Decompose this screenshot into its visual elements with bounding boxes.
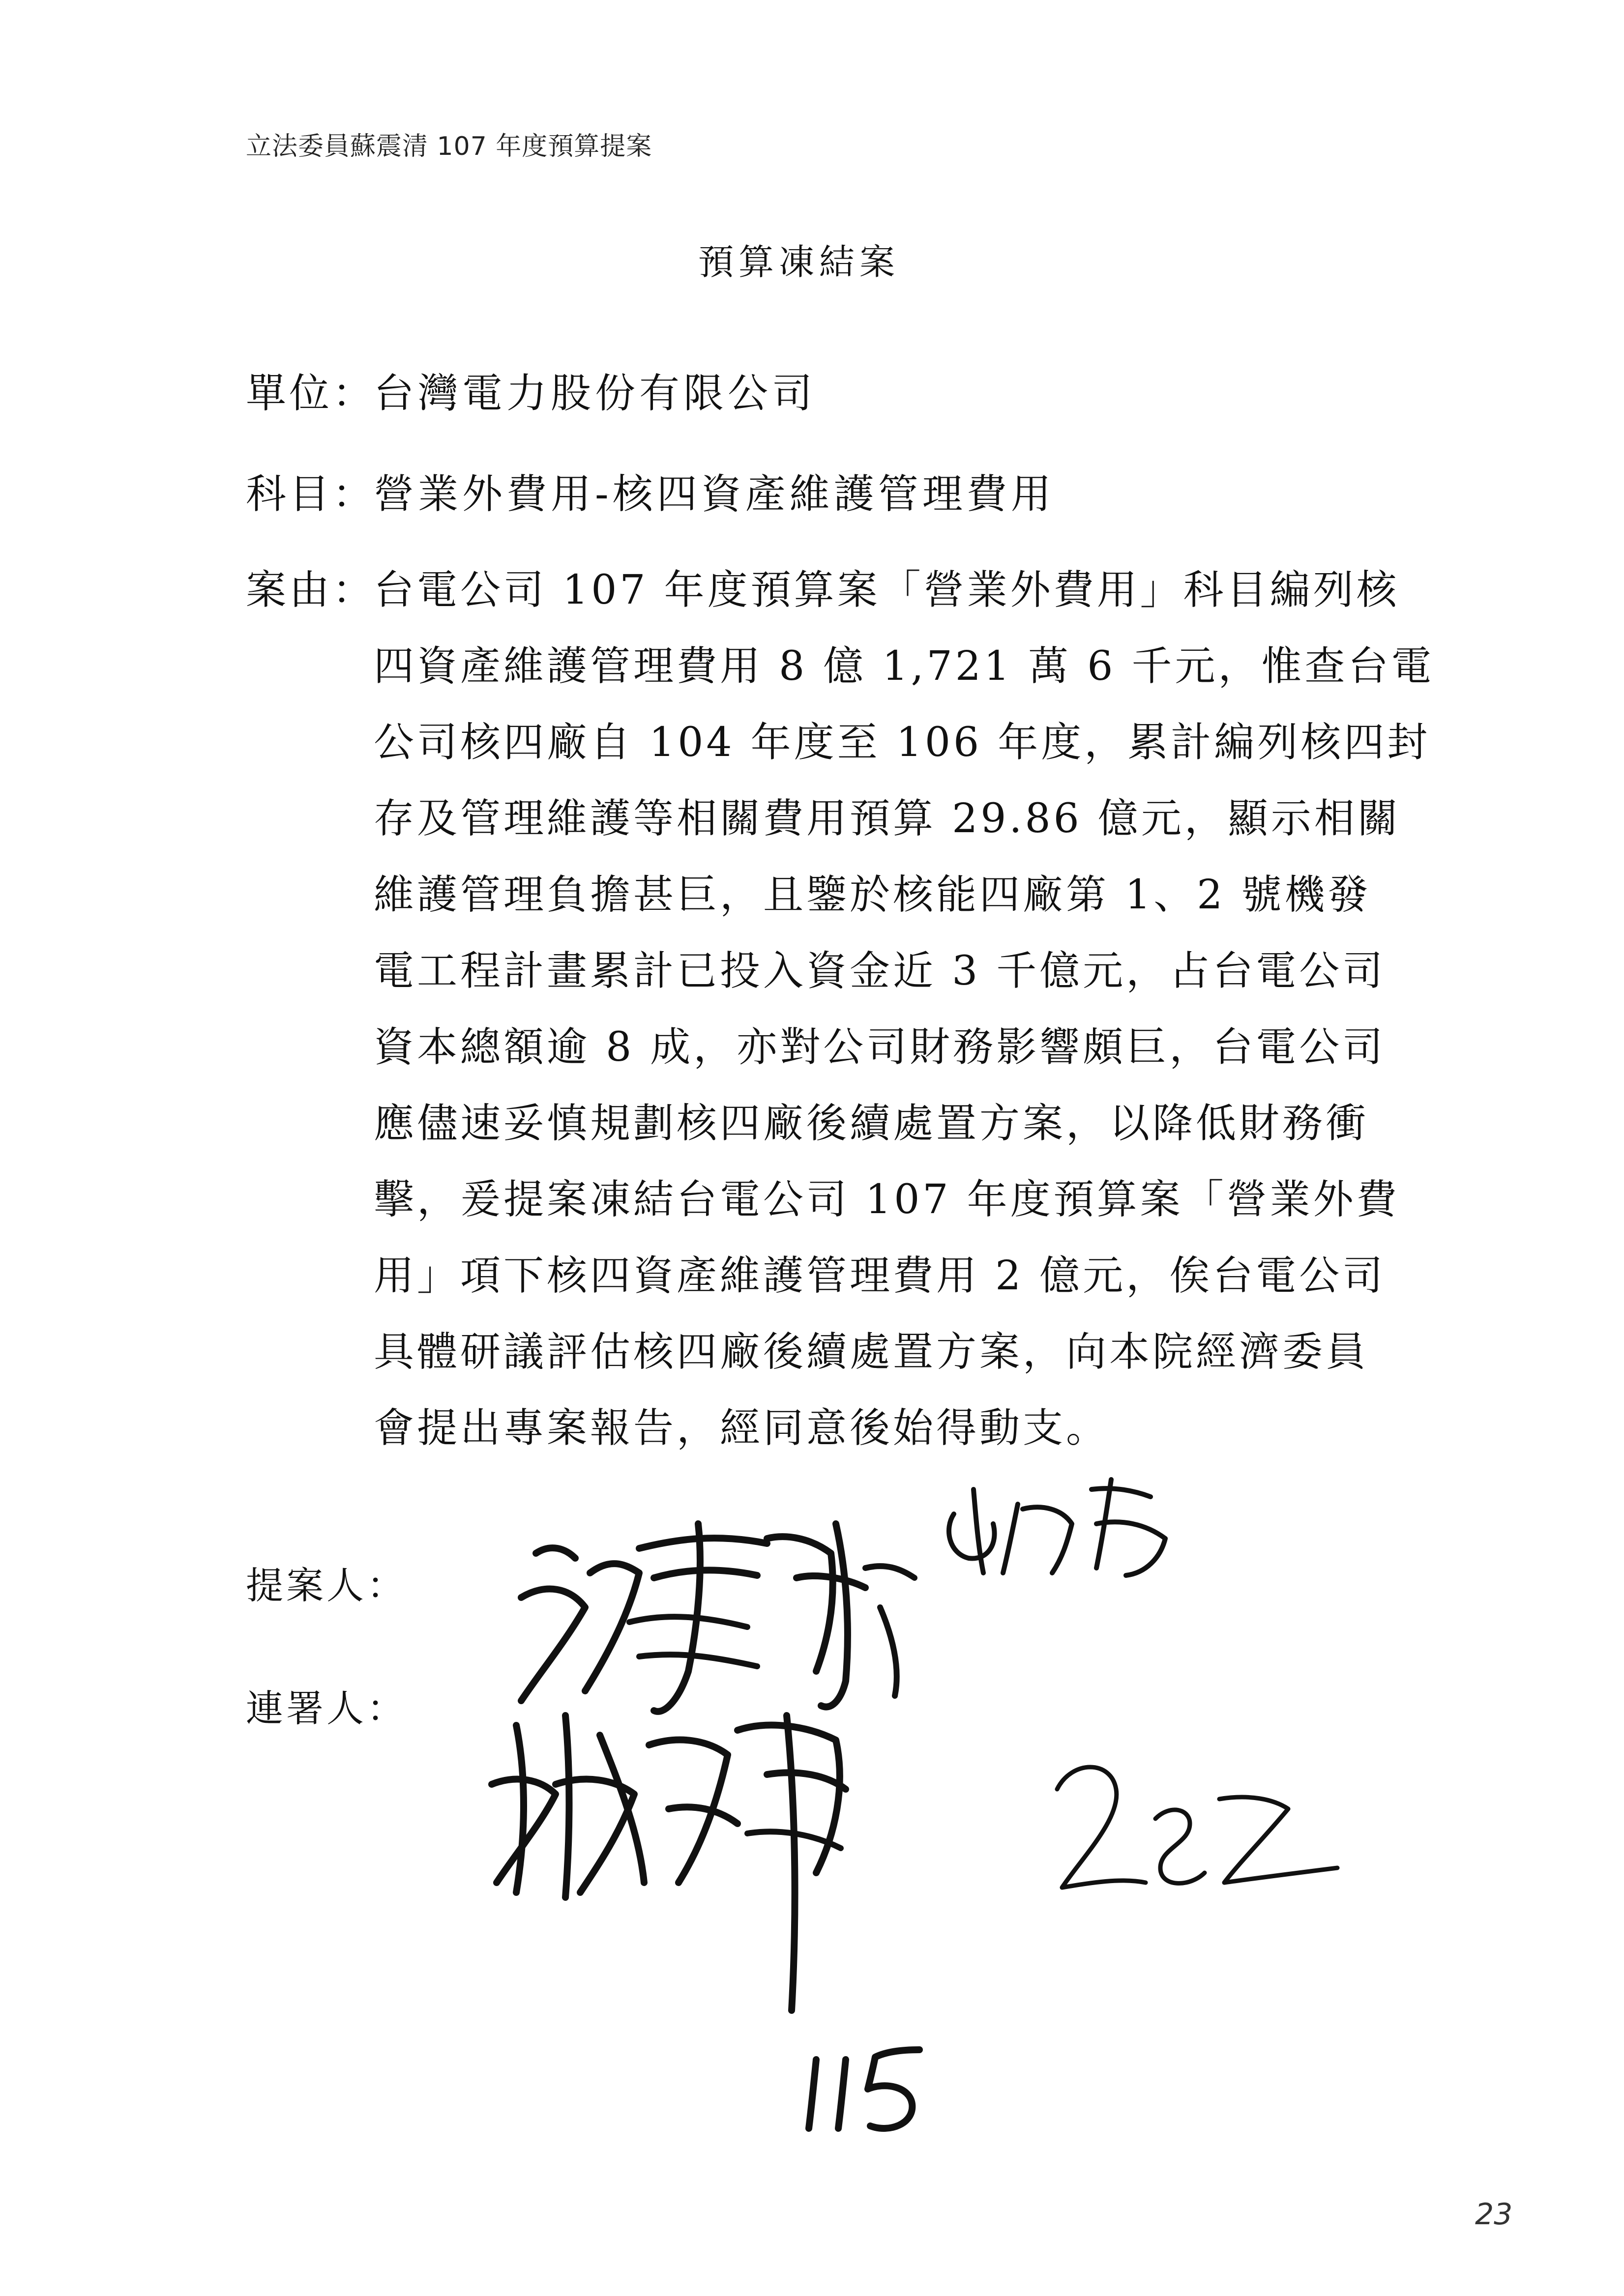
- unit-value: 台灣電力股份有限公司: [374, 370, 817, 417]
- reason-line: 具體研議評估核四廠後續處置方案，向本院經濟委員: [374, 1329, 1369, 1375]
- reason-label: 案由：: [246, 567, 376, 613]
- proposer-label: 提案人：: [246, 1564, 407, 1607]
- cosigner-signature-right: [1042, 1750, 1347, 1907]
- reason-line: 公司核四廠自 104 年度至 106 年度，累計編列核四封: [374, 719, 1431, 766]
- corner-page-mark: 23: [1475, 2197, 1513, 2232]
- reason-line: 用」項下核四資產維護管理費用 2 億元，俟台電公司: [374, 1252, 1386, 1299]
- reason-line: 維護管理負擔甚巨，且鑒於核能四廠第 1、2 號機發: [374, 872, 1371, 918]
- document-header: 立法委員蘇震清 107 年度預算提案: [246, 132, 652, 161]
- reason-line: 電工程計畫累計已投入資金近 3 千億元，占台電公司: [374, 948, 1386, 994]
- reason-line: 四資產維護管理費用 8 億 1,721 萬 6 千元，惟查台電: [374, 643, 1435, 690]
- cosigner-signature-upper: [934, 1470, 1190, 1588]
- reason-line: 資本總額逾 8 成，亦對公司財務影響頗巨，台電公司: [374, 1024, 1386, 1071]
- subject-label: 科目：: [246, 471, 376, 518]
- subject-value: 營業外費用-核四資產維護管理費用: [374, 471, 1055, 518]
- handwritten-page-number: [787, 2040, 934, 2138]
- reason-line: 台電公司 107 年度預算案「營業外費用」科目編列核: [374, 567, 1400, 613]
- reason-line: 擊，爰提案凍結台電公司 107 年度預算案「營業外費: [374, 1176, 1400, 1223]
- reason-line: 應儘速妥慎規劃核四廠後續處置方案，以降低財務衝: [374, 1100, 1369, 1147]
- unit-label: 單位：: [246, 370, 376, 417]
- cosigner-signature: [472, 1686, 915, 2020]
- document-title: 預算凍結案: [698, 241, 900, 283]
- reason-line: 會提出專案報告，經同意後始得動支。: [374, 1405, 1110, 1452]
- cosigner-label: 連署人：: [246, 1686, 407, 1730]
- reason-line: 存及管理維護等相關費用預算 29.86 億元，顯示相關: [374, 795, 1401, 842]
